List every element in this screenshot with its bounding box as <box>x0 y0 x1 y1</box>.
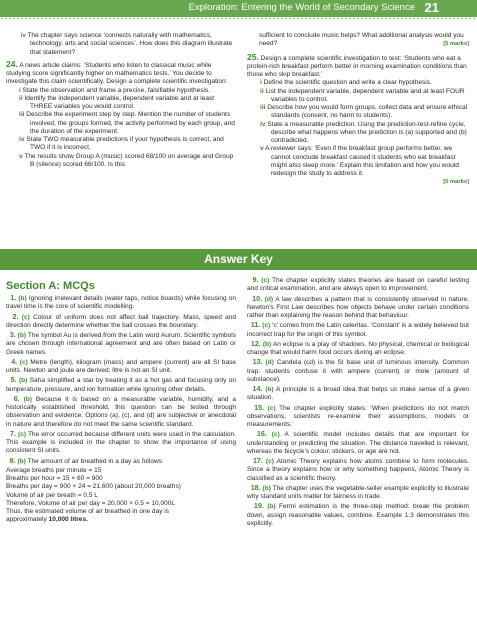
answer-number: 5. <box>10 375 17 385</box>
answer-item <box>247 321 469 339</box>
answer-text: The symbol Au is derived from the Latin word Aurum. Scientific symbols are chosen through international agreement and are often based on Latin or Greek names. <box>6 332 236 356</box>
question-part <box>6 111 236 136</box>
answer-item <box>247 385 469 403</box>
answer-number: 10. <box>252 293 263 303</box>
answer-item <box>247 276 469 294</box>
answer-option: (c) <box>265 458 274 465</box>
calc-line: Breaths per day = 900 × 24 = 21,600 (about 20,000 breaths) <box>6 483 181 491</box>
question-text: Design a complete scientific investigation to test: ‘Students who eat a protein-rich breakfast perform better in morning examination conditions than those who skip breakfast.’ <box>247 54 467 78</box>
answer-text: Atomic Theory explains how atoms combine to form molecules. Since a theory explains how or why something happens, Atomic Theory is classified as a scientific theory. <box>247 458 469 482</box>
answer-option: (b) <box>262 484 271 492</box>
answer-text: A law describes a pattern that is consistently observed in nature. Newton’s First Law describes how objects behave under certain conditions rather than explaining the reason behind that behaviour. <box>247 295 469 319</box>
answer-option: (b) <box>18 377 28 385</box>
answer-item <box>247 404 469 430</box>
part-text: Describe how you would form groups, collect data and ensure ethical standards (consent, no harm to students). <box>267 104 468 120</box>
answers-left-list <box>6 294 236 466</box>
questions-left-column <box>6 32 236 169</box>
answer-option: (c) <box>271 431 280 439</box>
answer-option: (b) <box>267 503 276 511</box>
answer-option: (b) <box>262 340 272 348</box>
answer-option: (b) <box>17 457 26 465</box>
part-text: State a measurable prediction. Using the prediction-test-refine cycle, describe what happens when the prediction is (a) supported and (b) contradicted. <box>267 120 467 144</box>
answer-item <box>6 331 236 357</box>
answer-item <box>247 340 469 358</box>
q24-parts <box>6 87 236 170</box>
marks-label: [5 marks] <box>443 41 469 48</box>
question-part <box>247 145 469 178</box>
question-part <box>247 104 469 121</box>
answer-item <box>6 395 236 429</box>
answer-option: (c) <box>261 277 270 284</box>
answer-item <box>247 502 469 528</box>
answer-item <box>6 376 236 394</box>
part-number: v <box>260 145 264 153</box>
answer-item <box>6 358 236 376</box>
answer-text: An eclipse is a play of shadows. No physical, chemical or biological change that would harm food occurs during an eclipse. <box>247 340 469 356</box>
answer-number: 15. <box>254 402 265 412</box>
answer-option: (b) <box>265 386 274 393</box>
question-part <box>6 95 236 112</box>
answer-item <box>247 430 469 456</box>
part-number: ii <box>260 87 264 95</box>
page-header <box>0 0 477 17</box>
answer-item <box>247 295 469 321</box>
answer-text: The error occurred because different units were used in the calculation. This example is included in the chapter to show the importance of using consistent SI units. <box>6 430 236 455</box>
answer-key-banner <box>0 249 477 270</box>
answer-item <box>6 457 236 466</box>
answer-number: 12. <box>250 338 261 348</box>
question-part <box>6 136 236 153</box>
questions-right-column <box>247 32 469 187</box>
question-text: A news article claims: ‘Students who listen to classical music while studying score significantly higher on mathematics tests.’ You decide to investigate this claim scientifically. Design a complete scientific investigation: <box>6 61 228 86</box>
answer-number: 11. <box>250 320 261 330</box>
header-dot-border <box>0 17 477 20</box>
answer-number: 14. <box>252 384 263 393</box>
calc-line: Therefore, Volume of air per day = 20,000 × 0.5 = 10,000L <box>6 499 176 507</box>
part-number: i <box>260 79 262 87</box>
answer-option: (c) <box>267 404 276 412</box>
answer-text: The chapter explicitly states: ‘When predictions do not match observations, scientists re-examine their assumptions, models or measurements.’ <box>247 404 470 428</box>
answer-text: Because it is based on a measurable variable, humidity, and a historically established threshold, this question can be tested through observation and evidence. Options (a), (c), and (d) are subjective or anecdotal in nature and therefore do not meet the same scientific standard. <box>6 395 236 428</box>
answer-number: 13. <box>252 357 263 367</box>
section-title: Section A: MCQs <box>6 280 95 292</box>
q23-part-iv <box>6 32 236 57</box>
answer-number: 19. <box>253 501 264 511</box>
answer-number: 16. <box>256 429 267 439</box>
answer-option: (c) <box>21 313 30 321</box>
q25-parts <box>247 79 469 178</box>
answer-text: The chapter uses the vegetable-seller example explicitly to illustrate why standard units matter for fairness in trade. <box>247 484 469 500</box>
answer-item <box>247 358 469 384</box>
answer-number: 7. <box>10 428 17 438</box>
answer-key-title: Answer Key <box>204 252 273 266</box>
question-part <box>6 153 236 170</box>
part-number: iv <box>19 136 25 143</box>
question-part <box>247 79 469 87</box>
answer-text: Colour of uniform does not affect ball trajectory. Mass, speed and direction directly determine whether the ball crosses the boundary. <box>6 313 237 329</box>
answer-number: 3. <box>9 330 16 339</box>
part-text: Define the scientific question and write a clear hypothesis. <box>263 79 432 87</box>
part-number: iv <box>21 32 26 39</box>
answers-right-list <box>247 276 469 528</box>
answer-number: 1. <box>10 293 17 302</box>
answers-right-column <box>247 276 469 529</box>
answer-option: (b) <box>23 395 32 403</box>
answer-option: (c) <box>18 430 27 438</box>
question-24 <box>6 60 236 87</box>
answer-number: 2. <box>12 311 19 321</box>
part-text: State TWO measurable predictions if your hypothesis is correct, and TWO if it is incorrect. <box>26 136 224 152</box>
part-number: i <box>19 86 21 94</box>
answer-option: (c) <box>262 322 271 330</box>
header-title: Exploration: Entering the World of Secondary Science <box>188 2 415 13</box>
answer-option: (c) <box>19 358 28 366</box>
answer-item <box>6 313 236 331</box>
calc-final-pre: approximately <box>6 516 47 524</box>
answer-text: A principle is a broad idea that helps us make sense of a given situation. <box>247 386 469 402</box>
answer-item <box>6 430 236 456</box>
calc-line: Volume of air per breath = 0.5 L <box>6 491 98 499</box>
answer-number: 4. <box>11 356 18 366</box>
part-text: A reviewer says: ‘Even if the breakfast group performs better, we cannot conclude breakfast caused it students who eat breakfast might also sleep more.’ Explain this limitation and how you would redesign the study to address it. <box>265 145 459 177</box>
question-number: 24. <box>6 58 18 69</box>
part-number: iv <box>260 120 266 128</box>
answer-text: Metre (length), kilogram (mass) and ampere (current) are all SI base units. Newton and joule are derived; litre is not an SI unit. <box>6 358 237 374</box>
answer-number: 17. <box>252 456 263 465</box>
part-text: State the observation and frame a precise, falsifiable hypothesis. <box>22 86 211 94</box>
air-calculation <box>6 467 236 517</box>
marks-label: [5 marks] <box>443 179 469 186</box>
answer-number: 9. <box>252 275 259 284</box>
calc-line: Breaths per hour = 15 × 60 = 900 <box>6 475 103 482</box>
answer-text: The amount of air breathed in a day as follows: <box>27 457 164 465</box>
answer-number: 18. <box>250 482 261 492</box>
calc-final-value: 10,000 litres. <box>48 516 88 524</box>
answer-option: (d) <box>264 295 274 303</box>
answer-option: (b) <box>18 295 27 302</box>
answer-text: Saha simplified a star by treating it as a hot gas and focusing only on temperature, pressure, and ion formation while ignoring other details. <box>6 377 237 393</box>
question-25 <box>247 53 469 80</box>
question-part <box>247 121 469 146</box>
answer-option: (b) <box>17 332 27 339</box>
part-number: v <box>19 152 23 160</box>
answer-item <box>6 294 236 312</box>
answer-item <box>247 484 469 502</box>
part-text: Describe the experiment step by step. Mention the number of students involved, the groups formed, the activity performed by each group, and the duration of the experiment. <box>26 111 235 135</box>
part-number: iii <box>260 104 266 111</box>
part-text: The results show Group A (music) scored 68/100 on average and Group B (silence) scored 66/100. Is this <box>24 152 234 168</box>
part-text: Identify the independent variable, dependent variable and at least THREE variables you would control. <box>24 94 215 110</box>
part-text: The chapter says science ‘connects naturally with mathematics, technology, arts and social sciences’. How does this diagram illustrate that statement? <box>27 32 233 56</box>
answer-text: Fermi estimation is the three-step method: break the problem down, assign reasonable values, combine. Example 1.3 demonstrates this explicitly. <box>247 503 469 527</box>
answer-text: ‘c’ comes from the Latin celeritas. ‘Constant’ is a widely believed but incorrect trap for the origin of this symbol. <box>247 322 469 338</box>
calc-line: Thus, the estimated volume of air breathed in one day is <box>6 508 170 515</box>
question-part <box>247 88 469 105</box>
answer-item <box>247 457 469 483</box>
answer-text: The chapter explicitly states theories are based on careful testing and critical examination, and are always open to improvement. <box>247 277 469 293</box>
part-number: iii <box>19 111 25 119</box>
question-number: 25. <box>247 51 259 62</box>
part-text: List the independent variable, dependent variable and at least FOUR variables to control. <box>265 87 465 103</box>
calc-line: Average breaths per minute = 15 <box>6 466 102 474</box>
answer-number: 6. <box>13 393 20 403</box>
continued-text: sufficient to conclude music helps? What additional analysis would you need? <box>259 32 464 48</box>
answer-number: 8. <box>9 455 16 465</box>
calc-final <box>6 516 236 524</box>
answer-text: Ignoring irrelevant details (water taps, notice boards) while focusing on travel time is the core of scientific modelling. <box>6 295 237 311</box>
answers-left-column <box>6 294 236 526</box>
answer-text: A scientific model includes details that are important for understanding or predicting the situation. The distance travelled is relevant, whereas the bicycle’s colour, stickers, or age are not. <box>247 431 470 455</box>
answer-option: (d) <box>265 359 274 367</box>
q24-part-v-continued <box>247 32 469 49</box>
question-part <box>6 87 236 95</box>
part-number: ii <box>19 94 23 102</box>
answer-text: Candela (cd) is the SI base unit of luminous intensity. Common trap: students confuse it with ampere (current) or mole (amount of substance). <box>247 359 470 383</box>
page-number: 21 <box>424 0 439 15</box>
